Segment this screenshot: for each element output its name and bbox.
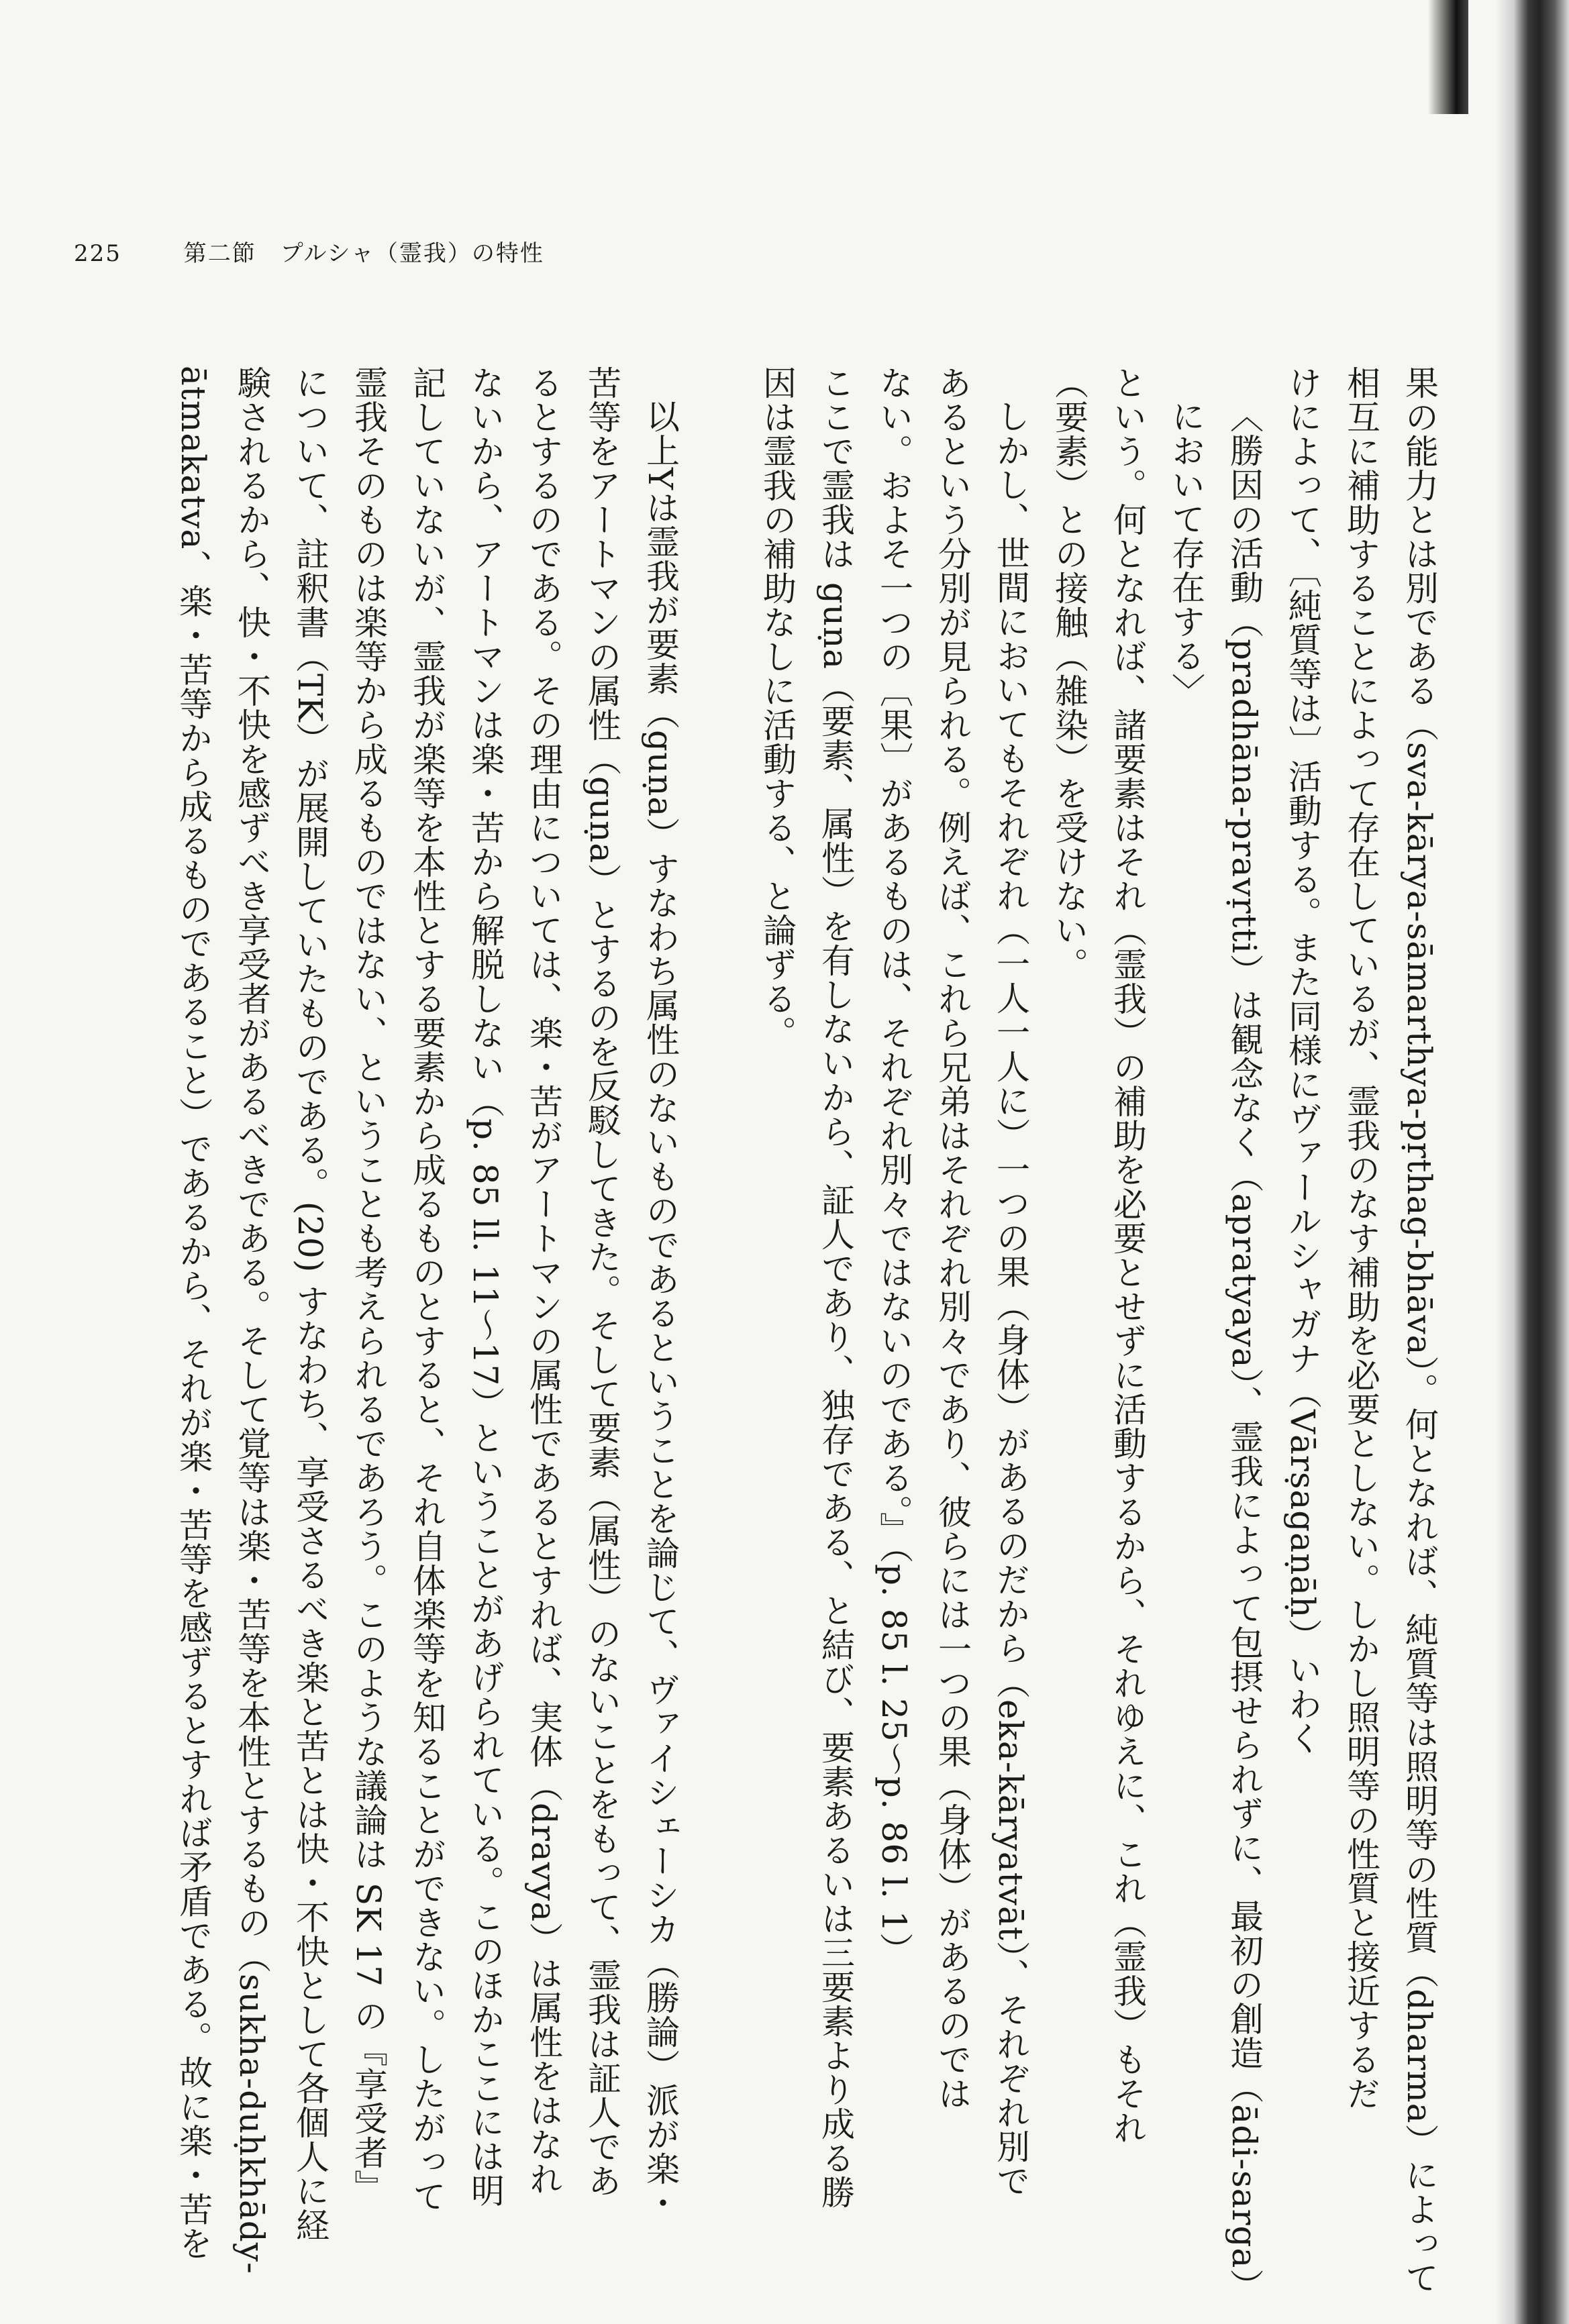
body-text — [174, 366, 1448, 2303]
quotation-line: 〈勝因の活動（pradhāna-pravṛtti）は観念なく（apratyaya）、霊我によって包摂せられずに、最初の創造（ādi-sarga） — [1225, 399, 1264, 2303]
page-edge-shadow — [1495, 0, 1569, 2324]
text-line: あるという分別が見られる。例えば、これら兄弟はそれぞれ別々であり、彼らには一つの果（身体）があるのでは — [933, 366, 972, 2111]
text-line: 果の能力とは別である（sva-kārya-sāmarthya-pṛthag-bhāva）。何となれば、純質等は照明等の性質（dharma）によって — [1400, 366, 1439, 2295]
text-line: ātmakatva、楽・苦等から成るものであること）であるから、それが楽・苦等を感ずるとすれば矛盾である。故に楽・苦を — [174, 366, 213, 2261]
quotation-line: において存在する〉 — [1166, 399, 1205, 707]
text-line: について、註釈書（TK）が展開していたものである。(20) すなわち、享受さるべき楽と苦とは快・不快として各個人に経 — [291, 366, 330, 2243]
text-line: （要素）との接触（雑染）を受けない。 — [1050, 366, 1089, 982]
text-line: ない。およそ一つの〔果〕があるものは、それぞれ別々ではないのである。』（p. 85 l. 25〜p. 86 l. 1） — [874, 366, 913, 1967]
text-line: ここで霊我は guṇa（要素、属性）を有しないから、証人であり、独存である、と結び、要素あるいは三要素より成る勝 — [816, 366, 855, 2210]
text-line: 記していないが、霊我が楽等を本性とする要素から成るものとすると、それ自体楽等を知ることができない。したがって — [407, 366, 446, 2213]
text-line: るとするのである。その理由については、楽・苦がアートマンの属性であるとすれば、実体（dravya）は属性をはなれ — [524, 366, 563, 2197]
paragraph-start-line: しかし、世間においてもそれぞれ（一人一人に）一つの果（身体）があるのだから（eka-kāryatvāt）、それぞれ別で — [991, 399, 1030, 2198]
paragraph-gap — [689, 366, 748, 2130]
text-line: 因は霊我の補助なしに活動する、と論ずる。 — [758, 366, 797, 1050]
text-line: 相互に補助することによって存在しているが、霊我のなす補助を必要としない。しかし照明等の性質と接近するだ — [1342, 366, 1380, 2111]
running-header — [74, 235, 544, 268]
text-line: 霊我そのものは楽等から成るものではない、ということも考えられるであろう。このような議論は SK 17 の『享受者』 — [349, 366, 388, 2204]
page-number: 225 — [74, 240, 121, 267]
text-line: けによって、〔純質等は〕活動する。また同様にヴァールシャガナ（Vārṣagaṇāḥ）いわく — [1283, 366, 1322, 1756]
paragraph-start-line: 以上Yは霊我が要素（guṇa）すなわち属性のないものであるということを論じて、ヴァイシェーシカ（勝論）派が楽・ — [641, 399, 680, 2221]
page-fold-shadow — [1428, 0, 1468, 114]
text-line: 験されるから、快・不快を感ずべき享受者があるべきである。そして覚等は楽・苦等を本性とするもの（sukha-duḥkhādy- — [232, 366, 271, 2274]
text-line: 苦等をアートマンの属性（guṇa）とするのを反駁してきた。そして要素（属性）のないことをもって、霊我は証人であ — [583, 366, 621, 2199]
text-line: ないから、アートマンは楽・苦から解脱しない（p. 85 ll. 11〜17）ということがあげられている。このほかここには明 — [466, 366, 505, 2208]
text-line: という。何となれば、諸要素はそれ（霊我）の補助を必要とせずに活動するから、それゆえに、これ（霊我）もそれ — [1108, 366, 1147, 2145]
section-title: 第二節 プルシャ（霊我）の特性 — [183, 240, 544, 267]
